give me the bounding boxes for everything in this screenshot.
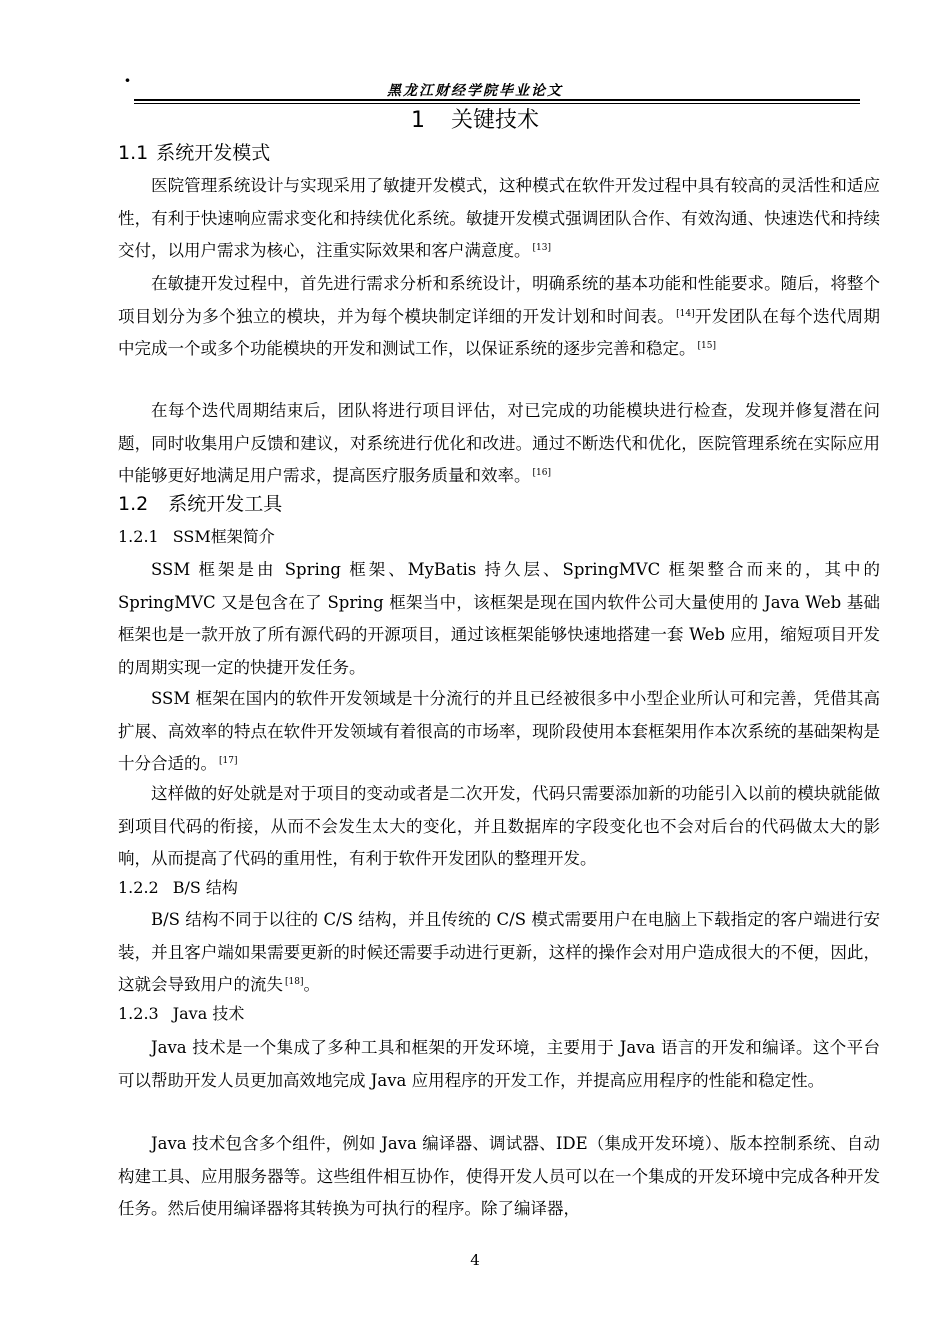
citation: [14] xyxy=(676,308,695,319)
running-header: 黑龙江财经学院毕业论文 xyxy=(387,83,563,99)
header-mark: · xyxy=(124,68,131,92)
paragraph-2: 在敏捷开发过程中，首先进行需求分析和系统设计，明确系统的基本功能和性能要求。随后，将整个项目划分为多个独立的模块，并为每个模块制定详细的开发计划和时间表。 [14]开发团队在每个迭代周期中完成一个或多个功能模块的开发和测试工作，以保证系统的逐步完善和稳定。 [15] xyxy=(118,274,881,358)
subsection-number: 1.2.2 xyxy=(118,878,159,897)
citation: [13] xyxy=(532,243,551,253)
subsection-heading-1-2-2 xyxy=(118,876,238,900)
header-rule-thick xyxy=(134,99,860,101)
section-heading-1-1 xyxy=(118,140,270,166)
chapter-title-text: 关键技术 xyxy=(450,108,539,133)
subsection-title: B/S 结构 xyxy=(172,878,238,897)
paragraph-5: SSM 框架在国内的软件开发领域是十分流行的并且已经被很多中小型企业所认可和完善，凭借其高扩展、高效率的特点在软件开发领域有着很高的市场率，现阶段使用本套框架用作本次系统的基础架构是十分合适的。 [17] xyxy=(118,689,880,773)
paragraph-6: 这样做的好处就是对于项目的变动或者是二次开发，代码只需要添加新的功能引入以前的模块就能做到项目代码的衔接，从而不会发生太大的变化，并且数据库的字段变化也不会对后台的代码做太大的影响，从而提高了代码的重用性，有利于软件开发团队的整理开发。 xyxy=(118,784,880,868)
paragraph-4: SSM 框架是由 Spring 框架、MyBatis 持久层、SpringMVC 框架整合而来的，其中的 SpringMVC 又是包含在了 Spring 框架当中，该框架是现在国内软件公司大量使用的 Java Web 基础框架也是一款开放了所有源代码的开源项目，通过该框架能够快速地搭建一套 Web 应用，缩短项目开发的周期实现一定的快捷开发任务。 xyxy=(118,560,880,677)
citation: [17] xyxy=(219,756,238,766)
paragraph-3: 在每个迭代周期结束后，团队将进行项目评估，对已完成的功能模块进行检查，发现并修复潜在问题，同时收集用户反馈和建议，对系统进行优化和改进。通过不断迭代和优化，医院管理系统在实际应用中能够更好地满足用户需求，提高医疗服务质量和效率。 [16] xyxy=(118,401,880,485)
page-number: 4 xyxy=(470,1251,480,1269)
paragraph-8: Java 技术是一个集成了多种工具和框架的开发环境，主要用于 Java 语言的开发和编译。这个平台可以帮助开发人员更加高效地完成 Java 应用程序的开发工作，并提高应用程序的性能和稳定性。 xyxy=(118,1038,880,1090)
subsection-title: Java 技术 xyxy=(172,1004,245,1023)
paragraph-1: 医院管理系统设计与实现采用了敏捷开发模式，这种模式在软件开发过程中具有较高的灵活性和适应性，有利于快速响应需求变化和持续优化系统。敏捷开发模式强调团队合作、有效沟通、快速迭代和持续交付，以用户需求为核心，注重实际效果和客户满意度。 [13] xyxy=(118,176,880,260)
chapter-number: 1 xyxy=(410,108,425,133)
citation: [18] xyxy=(285,977,304,987)
citation: [15] xyxy=(697,341,716,351)
section-number: 1.1 xyxy=(118,142,149,164)
section-number: 1.2 xyxy=(118,493,149,515)
paragraph-7: B/S 结构不同于以往的 C/S 结构，并且传统的 C/S 模式需要用户在电脑上下载指定的客户端进行安装，并且客户端如果需要更新的时候还需要手动进行更新，这样的操作会对用户造成很大的不便，因此，这就会导致用户的流失 [18]。 xyxy=(118,910,880,994)
paragraph-9: Java 技术包含多个组件，例如 Java 编译器、调试器、IDE（集成开发环境）、版本控制系统、自动构建工具、应用服务器等。这些组件相互协作，使得开发人员可以在一个集成的开发环境中完成各种开发任务。然后使用编译器将其转换为可执行的程序。除了编译器， xyxy=(118,1134,880,1218)
section-title: 系统开发模式 xyxy=(156,142,271,164)
citation: [16] xyxy=(532,468,551,478)
subsection-number: 1.2.1 xyxy=(118,527,159,546)
section-title: 系统开发工具 xyxy=(168,493,283,515)
subsection-heading-1-2-3 xyxy=(118,1002,244,1026)
subsection-title: SSM框架简介 xyxy=(172,527,275,546)
section-heading-1-2 xyxy=(118,491,282,517)
chapter-title xyxy=(0,106,950,136)
subsection-heading-1-2-1 xyxy=(118,525,275,549)
subsection-number: 1.2.3 xyxy=(118,1004,159,1023)
header-rule-thin xyxy=(134,103,860,104)
